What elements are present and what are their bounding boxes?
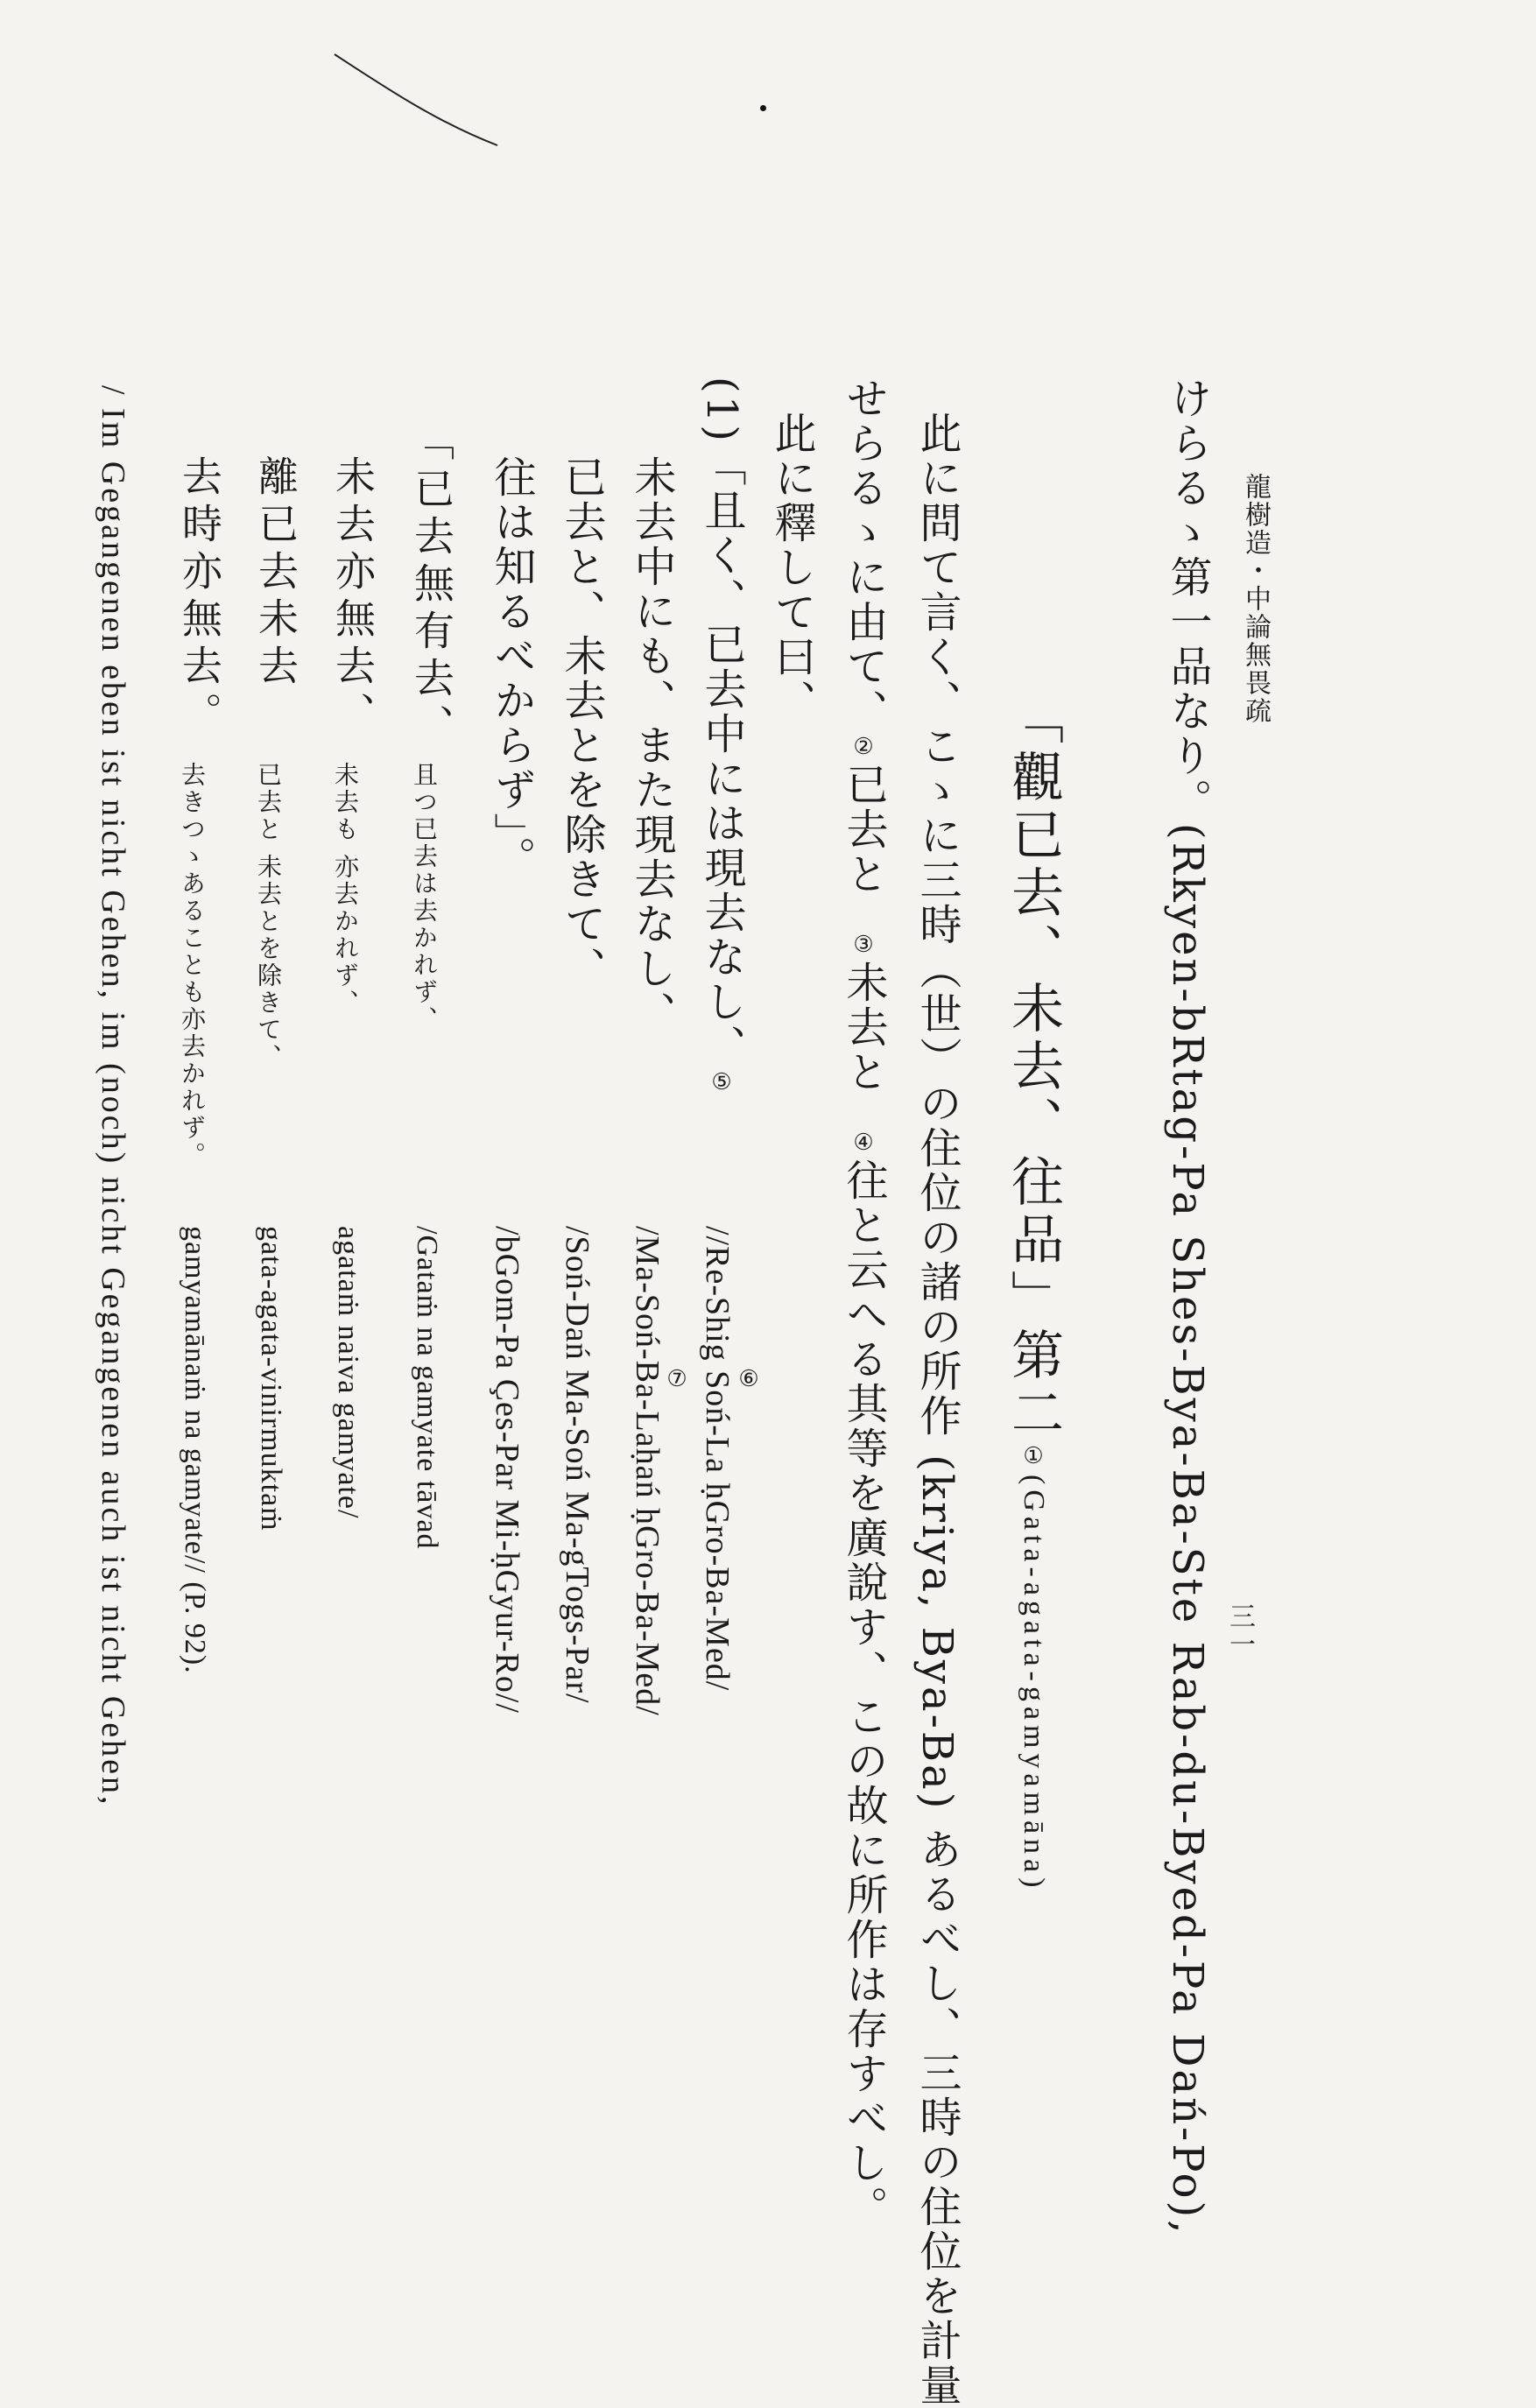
running-title: 龍樹造・中論無畏疏	[1240, 473, 1271, 725]
note-marker-3: ③	[850, 932, 877, 961]
japanese-gloss-line-1: 且つ已去は去かれず、	[410, 762, 439, 1033]
japanese-gloss-line-4: 去きつゝあることも亦去かれず。	[178, 762, 207, 1169]
tibetan-line-4: /bGom-Pa Çes-Par Mi-ḥGyur-Ro//	[489, 1226, 525, 1714]
tibetan-line-1-text: //Re-Shig Soń-La ḥGro-Ba-Med/	[699, 1226, 736, 1692]
chapter-title-text: 「觀已去、未去、往品」第二	[1003, 692, 1064, 1443]
scan-mark	[333, 53, 499, 149]
body-line-1: けらるゝ第一品なり。(Rkyen-bRtag-Pa Shes-Bya-Ba-Ste Rab-du-Byed-Pa Dań-Po),	[1163, 377, 1212, 2236]
body-line-3: 此に問て言く、こゝに三時（世）の住位の諸の所作 (kriya, Bya-Ba) あるべし、三時の住位を計量	[912, 412, 962, 2408]
tibetan-line-3: /Soń-Dań Ma-Soń Ma-gTogs-Par/	[559, 1226, 595, 1704]
body-line-4-d: 往と云へる其等を廣說す、この故に所作は存すべし。	[839, 1158, 888, 2230]
note-marker-4: ④	[850, 1130, 877, 1158]
tibetan-line-2: /Ma-Soń-Ba-Laḥań ḥGro-Ba-Med/	[629, 1226, 666, 1716]
body-line-4-b: 已去と	[839, 763, 888, 897]
body-line-5: 此に釋して曰、	[767, 412, 816, 724]
scan-dot	[760, 105, 766, 111]
tibetan-line-1	[701, 1226, 734, 1691]
chapter-title	[1003, 692, 1064, 1893]
note-marker-7: ⑦	[664, 1366, 690, 1392]
body-line-4-c: 未去と	[839, 961, 888, 1095]
body-line-4-a: せらるゝに由て、	[839, 377, 888, 734]
chapter-subtitle: (Gata-agata-gamyamāna)	[1018, 1475, 1050, 1893]
page-number: 三一	[1224, 1602, 1255, 1658]
note-marker-5: ⑤	[708, 1069, 735, 1098]
body-line-4	[839, 377, 888, 2230]
sanskrit-line-4: gamyamānaṁ na gamyate// (P. 92).	[179, 1226, 211, 1674]
german-translation-line: / Im Gegangenen eben ist nicht Gehen, im (noch) nicht Gegangenen auch ist nicht Gehen,	[95, 385, 131, 1807]
verse-1-line-2: 未去中にも、また現去なし、	[627, 455, 676, 1036]
chinese-verse-line-3: 離已去未去	[252, 455, 299, 692]
verse-1-line-3: 已去と、未去とを除きて、	[557, 455, 606, 991]
chinese-verse-line-1: 「已去無有去、	[408, 420, 455, 751]
verse-1-line-1-text: (1)「且く、已去中には現去なし、	[697, 377, 746, 1069]
sanskrit-line-3: gata-agata-vinirmuktaṁ	[255, 1226, 287, 1531]
note-marker-2: ②	[850, 734, 877, 763]
sanskrit-line-1: /Gataṁ na gamyate tāvad	[411, 1226, 443, 1550]
chinese-verse-line-2: 未去亦無去、	[329, 455, 377, 739]
sanskrit-line-2: agataṁ naiva gamyate/	[332, 1226, 364, 1519]
note-marker-6: ⑥	[736, 1366, 762, 1392]
note-marker-1: ①	[1020, 1443, 1046, 1475]
verse-1-line-1	[697, 377, 746, 1098]
chinese-verse-line-4: 去時亦無去。	[176, 455, 223, 739]
japanese-gloss-line-2: 未去も 亦去かれず、	[331, 762, 360, 1017]
japanese-gloss-line-3: 已去と 未去とを除きて、	[254, 762, 283, 1071]
verse-1-line-4: 往は知るべからず」。	[487, 455, 536, 881]
